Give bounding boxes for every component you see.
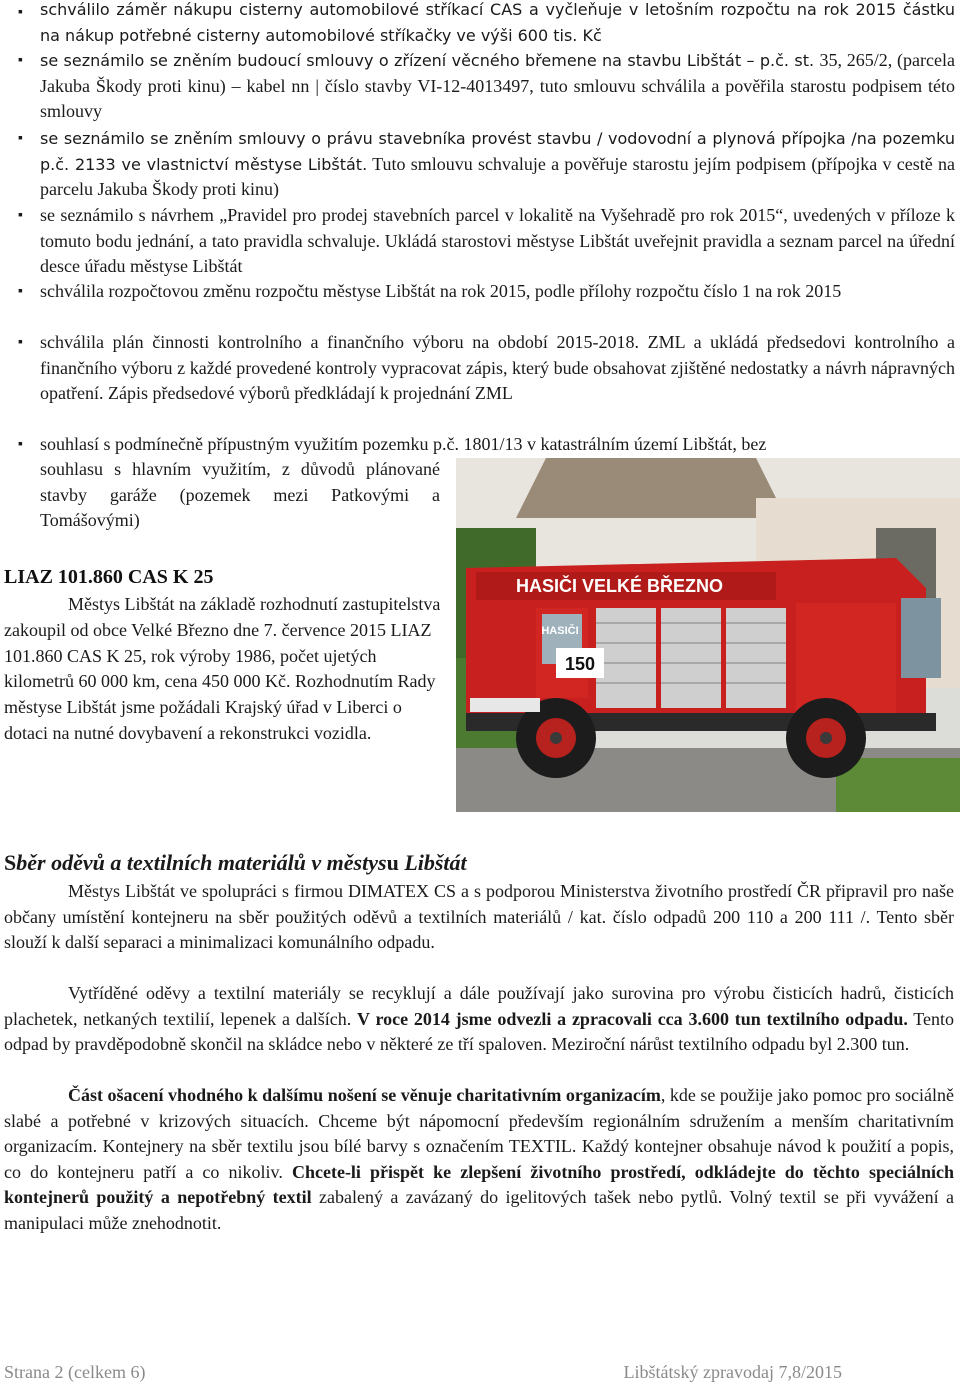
truck-door-text: HASIČI [541, 625, 579, 637]
bullet-icon: ▪ [18, 335, 23, 350]
section-title-part: S [4, 850, 17, 875]
list-item-text: se seznámilo s návrhem „Pravidel pro prodej stavebních parcel v lokalitě na Vyšehradě pro rok 2015“, uvedených v příloze k tomuto bodu jednání, a tato pravidla schvaluje. Ukládá starostovi městyse Libštát uveřejnit pravidla a seznam parcel na úřední desce úřadu městyse Libštát [40, 205, 955, 276]
fire-truck-photo [456, 458, 960, 812]
paragraph-text: Tento odpad by pravděpodobně skončil na skládce nebo v některé ze tří spaloven. Meziroční nárůst textilního odpadu byl 2.300 tun. [4, 1008, 955, 1055]
section-title-part: Libštát [398, 850, 467, 875]
section-title [4, 850, 467, 876]
list-item-text [40, 126, 955, 203]
bullet-icon: ▪ [18, 437, 23, 452]
list-item-text: schválila plán činnosti kontrolního a finančního výboru na období 2015-2018. ZML a ukládá předsedovi kontrolního a finančního výboru z každé provedené kontroly vypracovat zápis, který bude obsahovat zjištěné nedostatky a návrh nápravných opatření. Zápis předsedové výborů předkládají k projednání ZML [40, 332, 955, 403]
bullet-icon: ▪ [18, 131, 23, 146]
truck-number: 150 [564, 654, 596, 674]
page-number: Strana 2 (celkem 6) [4, 1362, 146, 1382]
paragraph-emphasis: Část ošacení vhodného k dalšímu nošení se věnuje charitativním organizacím [68, 1085, 661, 1105]
article-body: Městys Libštát na základě rozhodnutí zastupitelstva zakoupil od obce Velké Březno dne 7. července 2015 LIAZ 101.860 CAS K 25, rok výroby 1986, počet ujetých kilometrů 60 000 km, cena 450 000 Kč. Rozhodnutím Rady městyse Libštát jsme požádali Krajský úřad v Liberci o dotaci na nutné dovybavení a rekonstrukci vozidla. [4, 594, 441, 743]
list-item-text: schválila rozpočtovou změnu rozpočtu městyse Libštát na rok 2015, podle přílohy rozpočtu číslo 1 na rok 2015 [40, 281, 842, 301]
paragraph-text: , kde se použije jako pomoc pro sociálně slabé a potřebné v krizových situacích. Chceme být nápomocní především regionálním sdružením a menším charitativním organizacím. Kontejnery na sběr textilu jsou bílé barvy s označením TEXTIL. Každý kontejner obsahuje návod k použití a popis, co do kontejneru patří a co nikoliv. [4, 1085, 954, 1182]
list-item-text: souhlasí s podmínečně přípustným využitím pozemku p.č. 1801/13 v katastrálním území Libštát, bez [40, 434, 767, 454]
paragraph [4, 1083, 954, 1237]
paragraph: Městys Libštát ve spolupráci s firmou DIMATEX CS a s podporou Ministerstva životního prostředí ČR připravil pro naše občany umístění kontejneru na sběr použitých oděvů a textilních materiálů / kat. číslo odpadů 200 110 a 200 111 /. Tento sběr slouží k další separaci a minimalizaci komunálního odpadu. [4, 881, 954, 953]
paragraph-text: zabalený a zavázaný do igelitových tašek nebo pytlů. Volný textil se při vyvážení a manipulaci může znehodnotit. [4, 1187, 954, 1233]
paragraph [4, 981, 954, 1058]
section-title-part: u [386, 850, 399, 875]
list-item-text-part: 35, 265/2, (parcela Jakuba Škody proti kinu) – kabel nn | číslo stavby VI-12-4013497, tuto smlouvu schválila a pověřila starostu podpisem této smlouvy [40, 50, 955, 121]
list-item-text-continued: souhlasu s hlavním využitím, z důvodů plánované stavby garáže (pozemek mezi Patkovými a Tomášovými) [40, 459, 440, 530]
list-item-text-part: se seznámilo se zněním smlouvy o právu stavebníka provést stavbu / vodovodní a plynová přípojka /na pozemku p.č. 2133 ve vlastnictví městyse Libštát. [40, 129, 955, 174]
paragraph-text: Vytříděné oděvy a textilní materiály se recyklují a dále používají jako surovina pro výrobu čisticích hadrů, čisticích plachetek, netkaných textilií, lepenek a dalších. [4, 983, 954, 1029]
section-title-part: běr oděvů a textilních materiálů v městys [16, 850, 387, 875]
paragraph-emphasis: Chcete-li přispět ke zlepšení životního prostředí, odkládejte do těchto speciálních kontejnerů použitý a nepotřebný textil [4, 1161, 954, 1208]
article-title: LIAZ 101.860 CAS K 25 [4, 566, 214, 588]
publication-name: Libštátský zpravodaj 7,8/2015 [623, 1362, 842, 1382]
list-item-text [40, 48, 955, 125]
list-item-text: schválilo záměr nákupu cisterny automobilové stříkací CAS a vyčleňuje v letošním rozpočtu na rok 2015 částku na nákup potřebné cisterny automobilové stříkačky ve výši 600 tis. Kč [40, 0, 955, 45]
bullet-icon: ▪ [18, 5, 23, 20]
list-item-text-part: se seznámilo se zněním budoucí smlouvy o zřízení věcného břemene na stavbu Libštát – p.č. st. [40, 51, 820, 70]
bullet-icon: ▪ [18, 53, 23, 68]
bullet-icon: ▪ [18, 208, 23, 223]
truck-banner-text: HASIČI VELKÉ BŘEZNO [516, 576, 724, 596]
bullet-icon: ▪ [18, 284, 23, 299]
paragraph-emphasis: V roce 2014 jsme odvezli a zpracovali cca 3.600 tun textilního odpadu. [357, 1008, 908, 1029]
list-item-text-part: Tuto smlouvu schvaluje a pověřuje starostu jejím podpisem (přípojka v cestě na parcelu Jakuba Škody proti kinu) [40, 153, 955, 199]
